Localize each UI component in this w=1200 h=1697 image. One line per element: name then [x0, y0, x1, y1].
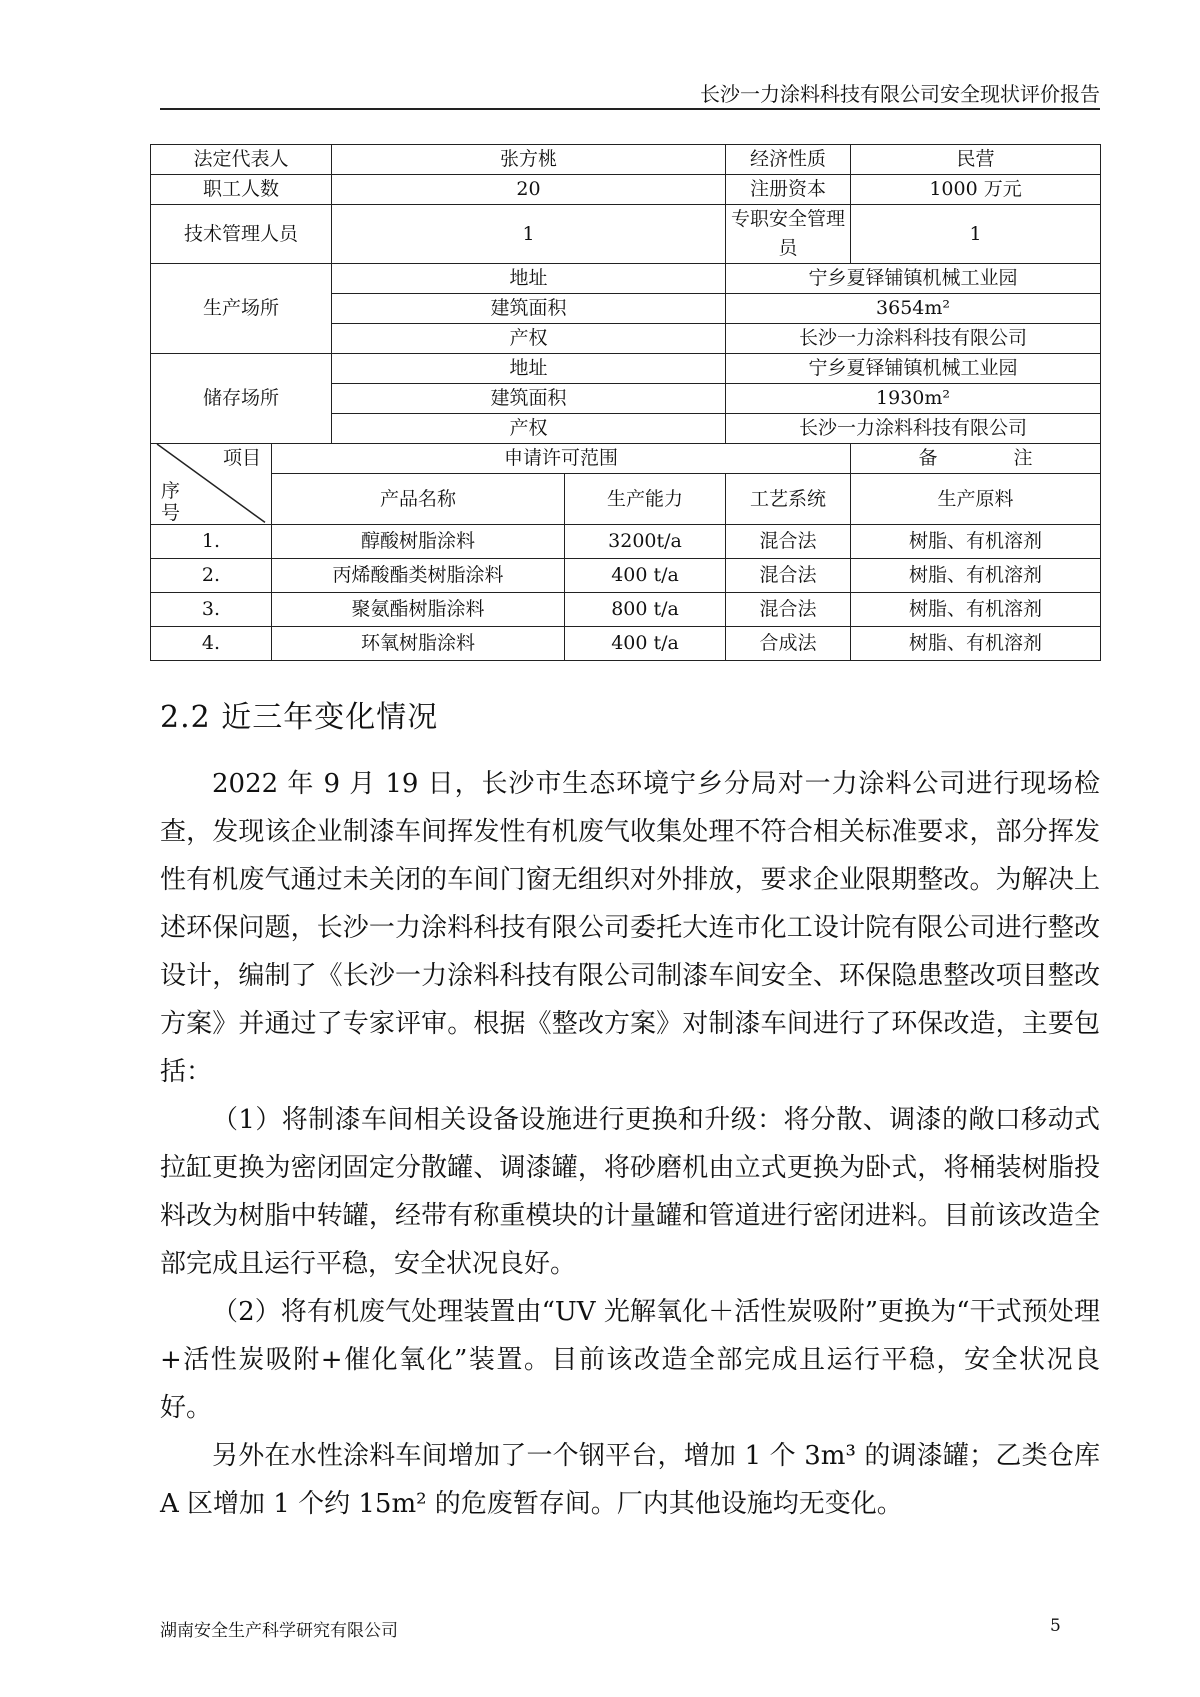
production-address-value: 宁乡夏铎铺镇机械工业园: [726, 264, 1101, 294]
table-row: [151, 354, 1101, 384]
process-header: 工艺系统: [726, 474, 851, 525]
tech-value: 1: [332, 205, 726, 264]
scope-header: 申请许可范围: [272, 444, 851, 474]
paragraph-inspection: 2022 年 9 月 19 日，长沙市生态环境宁乡分局对一力涂料公司进行现场检查，发现该企业制漆车间挥发性有机废气收集处理不符合相关标准要求，部分挥发性有机废气通过未关闭的车间门窗无组织对外排放，要求企业限期整改。为解决上述环保问题，长沙一力涂料科技有限公司委托大连市化工设计院有限公司进行整改设计，编制了《长沙一力涂料科技有限公司制漆车间安全、环保隐患整改项目整改方案》并通过了专家评审。根据《整改方案》对制漆车间进行了环保改造，主要包括：: [160, 769, 1100, 1087]
storage-address-label: 地址: [332, 354, 726, 384]
storage-area-label: 建筑面积: [332, 384, 726, 414]
production-address-label: 地址: [332, 264, 726, 294]
page-number: 5: [1050, 1616, 1061, 1636]
row-material: 树脂、有机溶剂: [851, 593, 1101, 627]
row-process: 混合法: [726, 593, 851, 627]
safety-value: 1: [851, 205, 1101, 264]
capacity-header: 生产能力: [565, 474, 726, 525]
diagonal-header-cell: [151, 444, 272, 525]
legal-rep-label: 法定代表人: [151, 145, 332, 175]
capital-label: 注册资本: [726, 175, 851, 205]
storage-site-label: 储存场所: [151, 354, 332, 444]
staff-value: 20: [332, 175, 726, 205]
table-row: [151, 474, 1101, 525]
row-material: 树脂、有机溶剂: [851, 627, 1101, 661]
storage-area-value: 1930m²: [726, 384, 1101, 414]
paragraph-other-changes: 另外在水性涂料车间增加了一个钢平台，增加 1 个 3m³ 的调漆罐；乙类仓库 A 区增加 1 个约 15m² 的危废暂存间。厂内其他设施均无变化。: [160, 1441, 1100, 1519]
remark-header: 备 注: [851, 444, 1101, 474]
row-capacity: 3200t/a: [565, 525, 726, 559]
row-process: 混合法: [726, 525, 851, 559]
table-row: [151, 205, 1101, 264]
storage-address-value: 宁乡夏铎铺镇机械工业园: [726, 354, 1101, 384]
production-area-label: 建筑面积: [332, 294, 726, 324]
page-header: [160, 82, 1100, 110]
table-row: [151, 627, 1101, 661]
paragraph-gas-treatment: （2）将有机废气处理装置由“UV 光解氧化＋活性炭吸附”更换为“干式预处理+活性炭吸附+催化氧化”装置。目前该改造全部完成且运行平稳，安全状况良好。: [160, 1297, 1100, 1423]
table-row: [151, 525, 1101, 559]
tech-label: 技术管理人员: [151, 205, 332, 264]
row-no: 4.: [151, 627, 272, 661]
serial-header-label: 序号: [161, 480, 181, 524]
row-product: 聚氨酯树脂涂料: [272, 593, 565, 627]
row-capacity: 800 t/a: [565, 593, 726, 627]
item-header-label: 项目: [222, 447, 261, 469]
row-capacity: 400 t/a: [565, 627, 726, 661]
row-product: 丙烯酸酯类树脂涂料: [272, 559, 565, 593]
report-title: 长沙一力涂料科技有限公司安全现状评价报告: [700, 82, 1100, 106]
footer-organization: 湖南安全生产科学研究有限公司: [160, 1621, 398, 1641]
safety-label: 专职安全管理员: [726, 205, 851, 264]
staff-label: 职工人数: [151, 175, 332, 205]
row-process: 合成法: [726, 627, 851, 661]
production-owner-label: 产权: [332, 324, 726, 354]
row-material: 树脂、有机溶剂: [851, 525, 1101, 559]
row-process: 混合法: [726, 559, 851, 593]
table-row: [151, 145, 1101, 175]
row-no: 2.: [151, 559, 272, 593]
row-no: 1.: [151, 525, 272, 559]
section-heading: 2.2 近三年变化情况: [160, 700, 439, 735]
table-row: [151, 175, 1101, 205]
production-area-value: 3654m²: [726, 294, 1101, 324]
table-row: [151, 444, 1101, 474]
row-product: 环氧树脂涂料: [272, 627, 565, 661]
storage-owner-value: 长沙一力涂料科技有限公司: [726, 414, 1101, 444]
row-material: 树脂、有机溶剂: [851, 559, 1101, 593]
legal-rep-value: 张方桃: [332, 145, 726, 175]
table-row: [151, 264, 1101, 294]
table-row: [151, 559, 1101, 593]
company-info-table: [150, 144, 1101, 661]
paragraph-equipment-upgrade: （1）将制漆车间相关设备设施进行更换和升级：将分散、调漆的敞口移动式拉缸更换为密闭固定分散罐、调漆罐，将砂磨机由立式更换为卧式，将桶装树脂投料改为树脂中转罐，经带有称重模块的计量罐和管道进行密闭进料。目前该改造全部完成且运行平稳，安全状况良好。: [160, 1105, 1100, 1279]
material-header: 生产原料: [851, 474, 1101, 525]
section-body: [160, 760, 1100, 1528]
capital-value: 1000 万元: [851, 175, 1101, 205]
production-site-label: 生产场所: [151, 264, 332, 354]
production-owner-value: 长沙一力涂料科技有限公司: [726, 324, 1101, 354]
table-row: [151, 593, 1101, 627]
storage-owner-label: 产权: [332, 414, 726, 444]
econ-value: 民营: [851, 145, 1101, 175]
product-header: 产品名称: [272, 474, 565, 525]
row-capacity: 400 t/a: [565, 559, 726, 593]
econ-label: 经济性质: [726, 145, 851, 175]
row-product: 醇酸树脂涂料: [272, 525, 565, 559]
row-no: 3.: [151, 593, 272, 627]
